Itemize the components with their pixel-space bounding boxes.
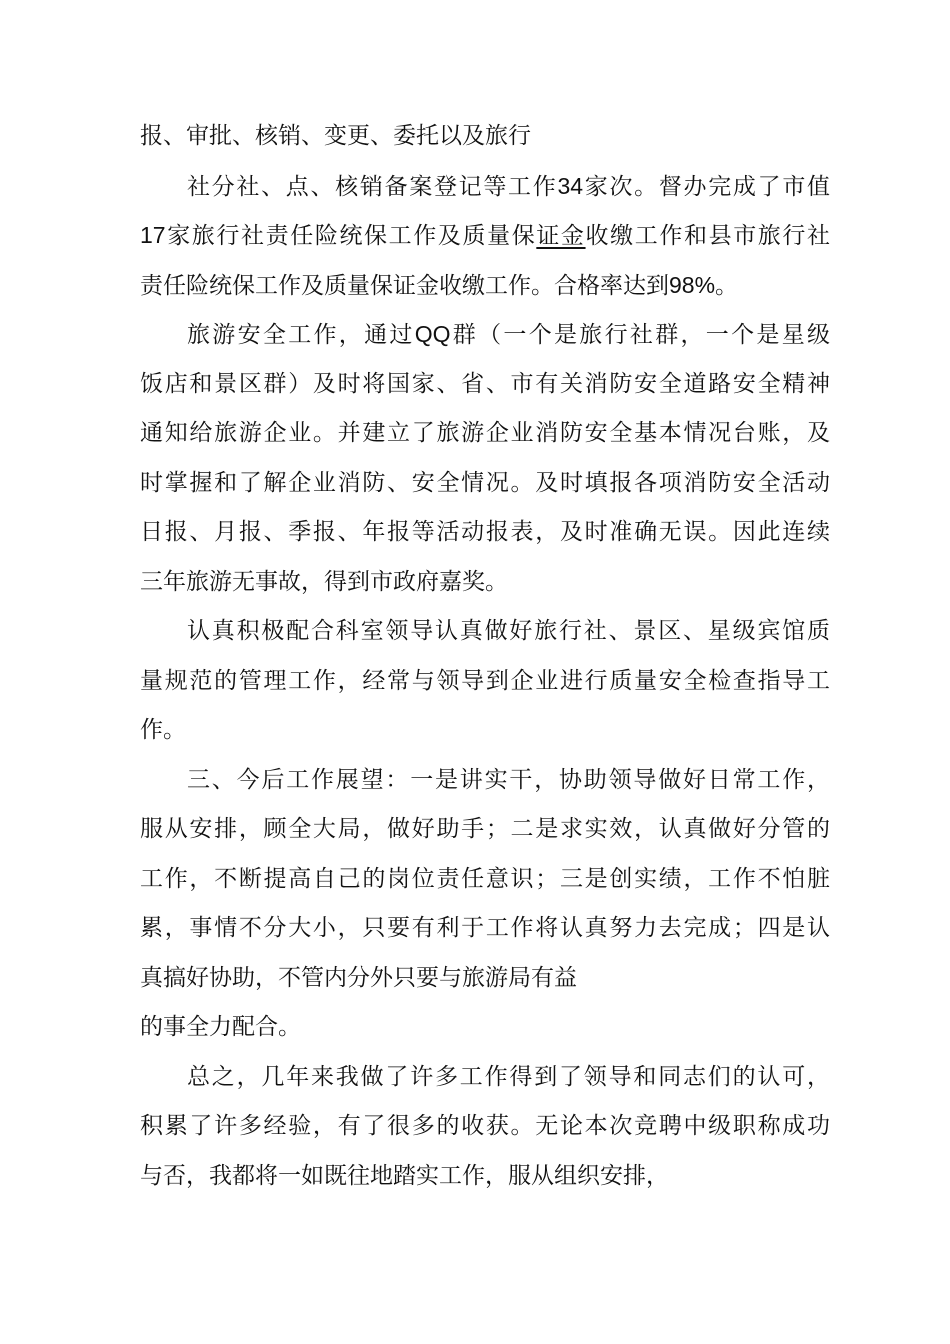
text-line: 责任险统保工作及质量保证金收缴工作。合格率达到98%。: [140, 271, 739, 299]
underlined-term: 证金: [536, 223, 586, 249]
text-line: 三、今后工作展望：一是讲实干，协助领导做好日常工作，: [187, 766, 830, 793]
latin-run: QQ: [414, 321, 451, 347]
text-line: 作。: [140, 717, 186, 743]
text-line: 旅游安全工作，通过QQ群（一个是旅行社群，一个是星级: [187, 321, 831, 348]
text-line: 报、审批、核销、变更、委托以及旅行: [140, 123, 531, 149]
latin-run: 17: [140, 222, 166, 248]
text-line: 工作，不断提高自己的岗位责任意识；三是创实绩，工作不怕脏: [140, 865, 830, 892]
text-line: 累，事情不分大小，只要有利于工作将认真努力去完成；四是认: [140, 915, 830, 941]
text-line: 积累了许多经验，有了很多的收获。无论本次竞聘中级职称成功: [140, 1113, 830, 1139]
text-line: 真搞好协助，不管内分外只要与旅游局有益: [140, 964, 577, 991]
text-line: 量规范的管理工作，经常与领导到企业进行质量安全检查指导工: [140, 667, 830, 694]
text-line: 与否，我都将一如既往地踏实工作，服从组织安排，: [140, 1162, 669, 1189]
latin-run: 98%: [669, 271, 716, 298]
text-line: 时掌握和了解企业消防、安全情况。及时填报各项消防安全活动: [140, 469, 830, 496]
text-line: 服从安排，顾全大局，做好助手；二是求实效，认真做好分管的: [140, 816, 830, 842]
text-line: 日报、月报、季报、年报等活动报表，及时准确无误。因此连续: [140, 519, 830, 545]
text-line: 总之，几年来我做了许多工作得到了领导和同志们的认可，: [187, 1063, 830, 1090]
text-line: 认真积极配合科室领导认真做好旅行社、景区、星级宾馆质: [187, 618, 830, 644]
text-line: 三年旅游无事故，得到市政府嘉奖。: [140, 568, 508, 595]
text-line: 通知给旅游企业。并建立了旅游企业消防安全基本情况台账，及: [140, 420, 830, 446]
text-line: 饭店和景区群）及时将国家、省、市有关消防安全道路安全精神: [140, 370, 830, 397]
document-body: [140, 112, 830, 1201]
text-line: 的事全力配合。: [140, 1014, 301, 1040]
text-segment: 收缴工作和县市旅行社: [585, 223, 831, 249]
text-line-with-underline: [140, 211, 830, 261]
latin-run: 34: [557, 172, 584, 199]
text-segment: 17家旅行社责任险统保工作及质量保: [140, 222, 537, 249]
text-line: 社分社、点、核销备案登记等工作34家次。督办完成了市值: [187, 172, 831, 200]
